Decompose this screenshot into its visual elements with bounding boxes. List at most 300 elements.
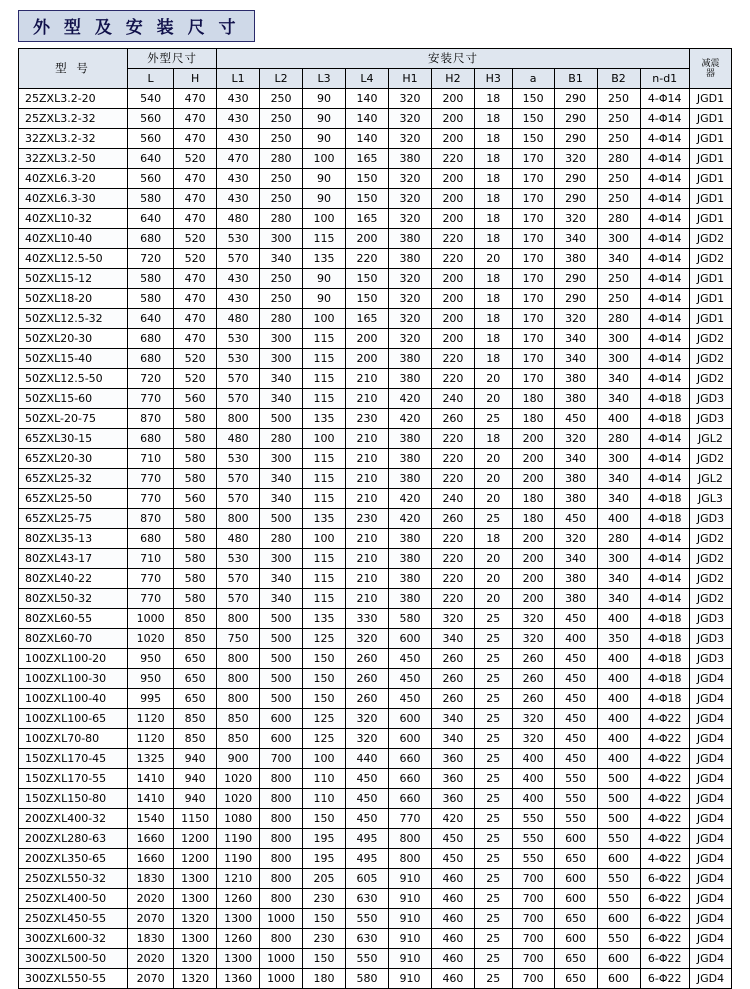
table-body	[19, 89, 732, 989]
cell-H2: 340	[431, 729, 474, 749]
cell-damper-spec: JGD3	[689, 629, 731, 649]
cell-model: 250ZXL400-50	[19, 889, 128, 909]
cell-H2: 340	[431, 629, 474, 649]
header-col-L4: L4	[346, 69, 389, 89]
cell-a: 170	[512, 269, 554, 289]
cell-H3: 18	[474, 309, 512, 329]
cell-B2: 600	[597, 909, 640, 929]
cell-n-d1: 4-Φ18	[640, 509, 689, 529]
cell-H: 650	[174, 649, 217, 669]
cell-L: 1000	[128, 609, 174, 629]
cell-n-d1: 4-Φ18	[640, 489, 689, 509]
cell-H: 940	[174, 769, 217, 789]
cell-n-d1: 4-Φ14	[640, 129, 689, 149]
cell-L: 720	[128, 369, 174, 389]
cell-L3: 90	[303, 129, 346, 149]
cell-H2: 360	[431, 769, 474, 789]
cell-L2: 500	[260, 509, 303, 529]
cell-a: 200	[512, 569, 554, 589]
cell-B1: 380	[554, 389, 597, 409]
table-row	[19, 969, 732, 989]
page-title-bar	[18, 12, 732, 40]
cell-B2: 500	[597, 789, 640, 809]
cell-a: 180	[512, 489, 554, 509]
cell-H: 470	[174, 329, 217, 349]
cell-H1: 380	[388, 429, 431, 449]
cell-L: 580	[128, 269, 174, 289]
cell-L3: 115	[303, 389, 346, 409]
cell-damper-spec: JGL2	[689, 469, 731, 489]
table-row	[19, 749, 732, 769]
cell-model: 150ZXL170-55	[19, 769, 128, 789]
cell-H3: 25	[474, 949, 512, 969]
cell-B1: 550	[554, 769, 597, 789]
cell-L2: 250	[260, 89, 303, 109]
cell-H1: 450	[388, 669, 431, 689]
cell-L2: 280	[260, 309, 303, 329]
cell-H1: 450	[388, 649, 431, 669]
cell-L4: 495	[346, 849, 389, 869]
cell-H3: 20	[474, 469, 512, 489]
cell-L3: 135	[303, 249, 346, 269]
cell-L2: 340	[260, 569, 303, 589]
cell-L3: 115	[303, 569, 346, 589]
cell-B1: 650	[554, 909, 597, 929]
cell-damper-spec: JGD1	[689, 129, 731, 149]
cell-model: 100ZXL100-30	[19, 669, 128, 689]
cell-H2: 260	[431, 689, 474, 709]
cell-H3: 25	[474, 969, 512, 989]
cell-H2: 460	[431, 909, 474, 929]
cell-a: 700	[512, 949, 554, 969]
cell-n-d1: 4-Φ14	[640, 309, 689, 329]
cell-L2: 800	[260, 869, 303, 889]
cell-L3: 100	[303, 309, 346, 329]
cell-L: 640	[128, 149, 174, 169]
cell-L: 580	[128, 289, 174, 309]
cell-H3: 25	[474, 829, 512, 849]
cell-L4: 630	[346, 929, 389, 949]
cell-L1: 900	[217, 749, 260, 769]
cell-model: 80ZXL43-17	[19, 549, 128, 569]
cell-B2: 400	[597, 509, 640, 529]
cell-model: 50ZXL15-12	[19, 269, 128, 289]
cell-L: 2020	[128, 889, 174, 909]
cell-B2: 300	[597, 549, 640, 569]
cell-B2: 400	[597, 709, 640, 729]
cell-L4: 230	[346, 509, 389, 529]
cell-L: 640	[128, 309, 174, 329]
cell-H2: 220	[431, 229, 474, 249]
cell-damper-spec: JGD4	[689, 869, 731, 889]
cell-H: 850	[174, 609, 217, 629]
cell-H2: 200	[431, 269, 474, 289]
cell-damper-spec: JGD4	[689, 889, 731, 909]
cell-L4: 150	[346, 289, 389, 309]
cell-B2: 250	[597, 89, 640, 109]
cell-n-d1: 6-Φ22	[640, 969, 689, 989]
cell-L4: 200	[346, 329, 389, 349]
cell-H: 1320	[174, 949, 217, 969]
cell-B1: 340	[554, 349, 597, 369]
cell-L1: 800	[217, 609, 260, 629]
cell-H: 520	[174, 369, 217, 389]
cell-L: 580	[128, 189, 174, 209]
cell-model: 50ZXL20-30	[19, 329, 128, 349]
cell-model: 250ZXL450-55	[19, 909, 128, 929]
cell-damper-spec: JGD3	[689, 609, 731, 629]
cell-damper-spec: JGD2	[689, 249, 731, 269]
cell-L1: 1300	[217, 949, 260, 969]
cell-H1: 380	[388, 449, 431, 469]
table-row	[19, 889, 732, 909]
cell-H1: 800	[388, 829, 431, 849]
cell-B1: 450	[554, 509, 597, 529]
cell-L: 710	[128, 449, 174, 469]
cell-H: 1300	[174, 869, 217, 889]
table-row	[19, 689, 732, 709]
cell-a: 170	[512, 309, 554, 329]
cell-H: 850	[174, 709, 217, 729]
cell-L2: 250	[260, 109, 303, 129]
cell-H: 580	[174, 509, 217, 529]
header-col-H1: H1	[388, 69, 431, 89]
cell-L4: 210	[346, 569, 389, 589]
cell-H1: 320	[388, 109, 431, 129]
cell-L1: 1020	[217, 769, 260, 789]
cell-L3: 90	[303, 189, 346, 209]
cell-H: 520	[174, 229, 217, 249]
cell-a: 150	[512, 109, 554, 129]
cell-n-d1: 4-Φ14	[640, 549, 689, 569]
cell-B1: 600	[554, 929, 597, 949]
cell-damper-spec: JGD4	[689, 949, 731, 969]
cell-H3: 18	[474, 109, 512, 129]
cell-H3: 25	[474, 709, 512, 729]
cell-B1: 320	[554, 529, 597, 549]
cell-damper-spec: JGD1	[689, 289, 731, 309]
cell-model: 40ZXL10-40	[19, 229, 128, 249]
cell-H: 1150	[174, 809, 217, 829]
cell-H: 940	[174, 749, 217, 769]
cell-H: 940	[174, 789, 217, 809]
cell-B2: 280	[597, 429, 640, 449]
cell-n-d1: 4-Φ18	[640, 409, 689, 429]
cell-a: 170	[512, 229, 554, 249]
cell-H1: 320	[388, 269, 431, 289]
cell-damper-spec: JGD1	[689, 89, 731, 109]
cell-L3: 115	[303, 489, 346, 509]
cell-B2: 280	[597, 309, 640, 329]
cell-H3: 25	[474, 509, 512, 529]
cell-n-d1: 4-Φ18	[640, 389, 689, 409]
cell-model: 100ZXL100-40	[19, 689, 128, 709]
cell-B1: 380	[554, 249, 597, 269]
cell-model: 50ZXL15-60	[19, 389, 128, 409]
cell-L1: 1300	[217, 909, 260, 929]
header-col-L1: L1	[217, 69, 260, 89]
cell-H2: 220	[431, 149, 474, 169]
cell-B1: 450	[554, 609, 597, 629]
cell-B1: 550	[554, 789, 597, 809]
cell-L3: 90	[303, 169, 346, 189]
cell-H3: 20	[474, 389, 512, 409]
cell-H3: 25	[474, 729, 512, 749]
cell-H1: 320	[388, 129, 431, 149]
cell-H1: 660	[388, 749, 431, 769]
cell-damper-spec: JGD4	[689, 909, 731, 929]
cell-L: 2070	[128, 909, 174, 929]
cell-H: 470	[174, 309, 217, 329]
cell-H: 580	[174, 469, 217, 489]
table-row	[19, 609, 732, 629]
cell-H: 560	[174, 389, 217, 409]
cell-B2: 340	[597, 569, 640, 589]
cell-B2: 400	[597, 669, 640, 689]
cell-L4: 630	[346, 889, 389, 909]
cell-damper-spec: JGD2	[689, 349, 731, 369]
cell-a: 170	[512, 289, 554, 309]
cell-H1: 320	[388, 209, 431, 229]
cell-model: 300ZXL600-32	[19, 929, 128, 949]
cell-damper-spec: JGD4	[689, 929, 731, 949]
cell-model: 100ZXL100-20	[19, 649, 128, 669]
cell-B2: 300	[597, 349, 640, 369]
cell-L4: 320	[346, 629, 389, 649]
cell-damper-spec: JGD4	[689, 769, 731, 789]
cell-H3: 18	[474, 149, 512, 169]
cell-H: 580	[174, 589, 217, 609]
cell-B2: 250	[597, 109, 640, 129]
cell-B1: 380	[554, 469, 597, 489]
cell-H3: 18	[474, 129, 512, 149]
cell-L3: 100	[303, 529, 346, 549]
cell-H1: 380	[388, 549, 431, 569]
cell-a: 180	[512, 389, 554, 409]
cell-n-d1: 4-Φ18	[640, 629, 689, 649]
cell-H1: 380	[388, 369, 431, 389]
table-row	[19, 729, 732, 749]
cell-L2: 600	[260, 709, 303, 729]
cell-H3: 25	[474, 689, 512, 709]
cell-H2: 340	[431, 709, 474, 729]
cell-H1: 420	[388, 509, 431, 529]
cell-a: 700	[512, 909, 554, 929]
cell-H2: 220	[431, 589, 474, 609]
cell-H2: 200	[431, 129, 474, 149]
cell-damper-spec: JGD4	[689, 849, 731, 869]
cell-H: 1300	[174, 889, 217, 909]
cell-H2: 460	[431, 949, 474, 969]
cell-L3: 115	[303, 549, 346, 569]
cell-L3: 150	[303, 649, 346, 669]
cell-H2: 220	[431, 369, 474, 389]
cell-a: 170	[512, 209, 554, 229]
cell-L2: 250	[260, 289, 303, 309]
cell-n-d1: 4-Φ14	[640, 289, 689, 309]
cell-L: 680	[128, 349, 174, 369]
cell-L1: 530	[217, 549, 260, 569]
cell-L1: 800	[217, 689, 260, 709]
cell-damper-spec: JGD2	[689, 549, 731, 569]
cell-L4: 210	[346, 489, 389, 509]
cell-B1: 340	[554, 549, 597, 569]
cell-L4: 320	[346, 709, 389, 729]
cell-L3: 90	[303, 269, 346, 289]
cell-B2: 280	[597, 209, 640, 229]
cell-model: 300ZXL500-50	[19, 949, 128, 969]
cell-B2: 340	[597, 589, 640, 609]
cell-damper-spec: JGD3	[689, 649, 731, 669]
cell-L: 1325	[128, 749, 174, 769]
cell-B2: 280	[597, 149, 640, 169]
cell-H2: 260	[431, 669, 474, 689]
cell-H3: 25	[474, 889, 512, 909]
cell-L4: 550	[346, 949, 389, 969]
cell-H3: 25	[474, 909, 512, 929]
cell-L4: 210	[346, 469, 389, 489]
table-row	[19, 629, 732, 649]
cell-L4: 210	[346, 589, 389, 609]
cell-L4: 450	[346, 769, 389, 789]
cell-H: 580	[174, 449, 217, 469]
cell-L4: 330	[346, 609, 389, 629]
header-col-nd1: n-d1	[640, 69, 689, 89]
cell-a: 400	[512, 769, 554, 789]
cell-H1: 660	[388, 789, 431, 809]
cell-B2: 300	[597, 449, 640, 469]
cell-n-d1: 4-Φ14	[640, 469, 689, 489]
table-row	[19, 409, 732, 429]
cell-H: 1300	[174, 929, 217, 949]
cell-H2: 220	[431, 549, 474, 569]
cell-L1: 430	[217, 89, 260, 109]
cell-L1: 430	[217, 269, 260, 289]
cell-model: 50ZXL-20-75	[19, 409, 128, 429]
cell-damper-spec: JGD3	[689, 389, 731, 409]
cell-a: 700	[512, 969, 554, 989]
cell-L4: 320	[346, 729, 389, 749]
cell-L2: 300	[260, 349, 303, 369]
cell-a: 200	[512, 429, 554, 449]
cell-L3: 115	[303, 469, 346, 489]
cell-H2: 360	[431, 749, 474, 769]
cell-L2: 500	[260, 629, 303, 649]
cell-L2: 500	[260, 609, 303, 629]
cell-L3: 90	[303, 289, 346, 309]
cell-B2: 300	[597, 329, 640, 349]
cell-a: 550	[512, 829, 554, 849]
cell-B2: 600	[597, 969, 640, 989]
cell-n-d1: 4-Φ14	[640, 369, 689, 389]
cell-H1: 320	[388, 89, 431, 109]
cell-B1: 600	[554, 889, 597, 909]
cell-a: 170	[512, 189, 554, 209]
cell-B2: 400	[597, 729, 640, 749]
cell-n-d1: 4-Φ14	[640, 109, 689, 129]
cell-L2: 280	[260, 149, 303, 169]
cell-B1: 340	[554, 329, 597, 349]
cell-B1: 600	[554, 869, 597, 889]
cell-L2: 280	[260, 529, 303, 549]
cell-B1: 380	[554, 589, 597, 609]
cell-model: 65ZXL30-15	[19, 429, 128, 449]
cell-H1: 600	[388, 729, 431, 749]
cell-L2: 280	[260, 209, 303, 229]
cell-L1: 430	[217, 109, 260, 129]
table-row	[19, 469, 732, 489]
cell-model: 80ZXL50-32	[19, 589, 128, 609]
cell-H2: 200	[431, 109, 474, 129]
table-row	[19, 589, 732, 609]
cell-H2: 450	[431, 849, 474, 869]
cell-model: 200ZXL350-65	[19, 849, 128, 869]
cell-H3: 18	[474, 169, 512, 189]
cell-H: 470	[174, 209, 217, 229]
cell-n-d1: 6-Φ22	[640, 869, 689, 889]
cell-H: 580	[174, 409, 217, 429]
cell-H: 580	[174, 549, 217, 569]
cell-L3: 150	[303, 909, 346, 929]
cell-H1: 320	[388, 309, 431, 329]
cell-H3: 18	[474, 329, 512, 349]
cell-L4: 165	[346, 149, 389, 169]
cell-H1: 380	[388, 229, 431, 249]
cell-L1: 570	[217, 589, 260, 609]
cell-L1: 1020	[217, 789, 260, 809]
cell-model: 25ZXL3.2-20	[19, 89, 128, 109]
cell-n-d1: 4-Φ18	[640, 669, 689, 689]
cell-H1: 380	[388, 349, 431, 369]
cell-n-d1: 4-Φ14	[640, 349, 689, 369]
cell-H: 470	[174, 269, 217, 289]
table-row	[19, 669, 732, 689]
cell-L4: 165	[346, 309, 389, 329]
cell-damper-spec: JGD2	[689, 569, 731, 589]
table-row	[19, 189, 732, 209]
cell-B1: 290	[554, 269, 597, 289]
cell-a: 550	[512, 809, 554, 829]
cell-L3: 125	[303, 709, 346, 729]
cell-L: 870	[128, 409, 174, 429]
cell-L3: 180	[303, 969, 346, 989]
cell-a: 320	[512, 609, 554, 629]
cell-H1: 910	[388, 869, 431, 889]
cell-L3: 115	[303, 369, 346, 389]
cell-H2: 240	[431, 389, 474, 409]
cell-L1: 1210	[217, 869, 260, 889]
cell-H1: 770	[388, 809, 431, 829]
cell-n-d1: 4-Φ14	[640, 249, 689, 269]
cell-L1: 480	[217, 209, 260, 229]
table-row	[19, 549, 732, 569]
table-row	[19, 769, 732, 789]
cell-damper-spec: JGD2	[689, 329, 731, 349]
cell-model: 100ZXL100-65	[19, 709, 128, 729]
cell-H2: 200	[431, 189, 474, 209]
cell-n-d1: 4-Φ14	[640, 169, 689, 189]
cell-B2: 300	[597, 229, 640, 249]
cell-damper-spec: JGD4	[689, 689, 731, 709]
cell-H2: 260	[431, 649, 474, 669]
cell-L: 1660	[128, 829, 174, 849]
cell-H1: 580	[388, 609, 431, 629]
header-col-L2: L2	[260, 69, 303, 89]
cell-H1: 910	[388, 969, 431, 989]
cell-a: 320	[512, 629, 554, 649]
cell-a: 260	[512, 649, 554, 669]
cell-a: 260	[512, 669, 554, 689]
